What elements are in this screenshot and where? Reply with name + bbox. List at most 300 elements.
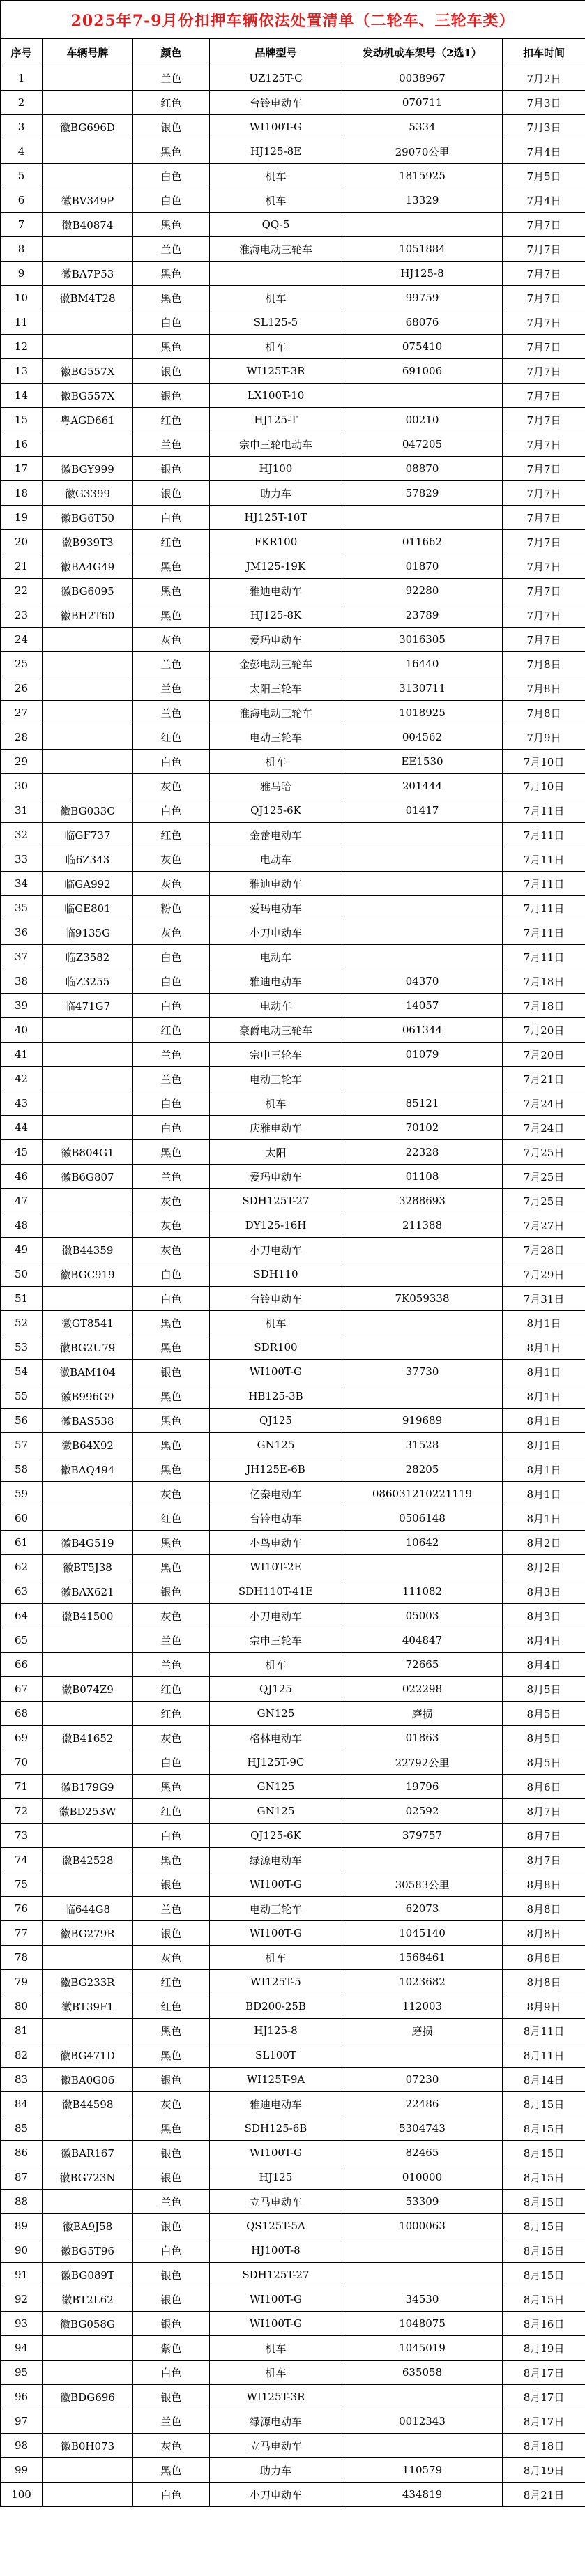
cell-seq: 90: [1, 2238, 43, 2263]
cell-date: 7月3日: [503, 91, 585, 115]
cell-seq: 80: [1, 1994, 43, 2019]
cell-plate: 徽BAR167: [43, 2141, 133, 2165]
cell-seq: 71: [1, 1775, 43, 1799]
cell-model: GN125: [210, 1775, 342, 1799]
cell-model: 格林电动车: [210, 1726, 342, 1750]
cell-engine: 010000: [342, 2165, 503, 2190]
table-row: [1, 1824, 585, 1848]
cell-date: 7月7日: [503, 603, 585, 628]
cell-engine: 70102: [342, 1116, 503, 1140]
cell-model: WI100T-G: [210, 1872, 342, 1897]
cell-color: 白色: [133, 310, 210, 335]
cell-plate: [43, 2019, 133, 2043]
cell-model: 亿秦电动车: [210, 1482, 342, 1506]
cell-engine: 201444: [342, 774, 503, 798]
cell-seq: 5: [1, 164, 43, 188]
cell-engine: [342, 920, 503, 945]
cell-engine: 34530: [342, 2287, 503, 2312]
cell-seq: 36: [1, 920, 43, 945]
cell-color: 白色: [133, 188, 210, 213]
cell-plate: 临Z3255: [43, 969, 133, 994]
cell-engine: 070711: [342, 91, 503, 115]
cell-seq: 41: [1, 1043, 43, 1067]
cell-engine: 19796: [342, 1775, 503, 1799]
cell-engine: [342, 896, 503, 920]
cell-date: 7月7日: [503, 237, 585, 262]
table-row: [1, 847, 585, 872]
cell-date: 7月11日: [503, 798, 585, 823]
cell-model: 庆雅电动车: [210, 1116, 342, 1140]
cell-color: 灰色: [133, 1238, 210, 1262]
cell-color: 红色: [133, 823, 210, 847]
cell-date: 8月1日: [503, 1482, 585, 1506]
cell-plate: 临GE801: [43, 896, 133, 920]
cell-seq: 45: [1, 1140, 43, 1165]
cell-model: SDH110T-41E: [210, 1579, 342, 1604]
cell-plate: 徽BA4G49: [43, 554, 133, 579]
cell-model: 雅迪电动车: [210, 579, 342, 603]
cell-plate: 徽B4G519: [43, 1531, 133, 1555]
cell-seq: 54: [1, 1360, 43, 1384]
cell-date: 7月25日: [503, 1165, 585, 1189]
cell-seq: 64: [1, 1604, 43, 1628]
cell-model: WI100T-G: [210, 2312, 342, 2336]
cell-seq: 96: [1, 2385, 43, 2409]
table-row: [1, 1067, 585, 1091]
cell-plate: [43, 335, 133, 359]
cell-date: 7月8日: [503, 701, 585, 725]
cell-color: 兰色: [133, 1897, 210, 1921]
table-row: [1, 164, 585, 188]
cell-plate: 徽BD253W: [43, 1799, 133, 1824]
cell-plate: [43, 652, 133, 676]
header-model: 品牌型号: [210, 39, 342, 66]
cell-model: 小刀电动车: [210, 920, 342, 945]
cell-plate: 徽B074Z9: [43, 1677, 133, 1702]
cell-date: 7月4日: [503, 139, 585, 164]
cell-date: 8月4日: [503, 1653, 585, 1677]
table-row: [1, 432, 585, 457]
cell-date: 7月7日: [503, 579, 585, 603]
cell-plate: 徽BG557X: [43, 359, 133, 384]
cell-engine: [342, 872, 503, 896]
cell-engine: 110579: [342, 2458, 503, 2483]
cell-date: 7月5日: [503, 164, 585, 188]
cell-plate: [43, 1018, 133, 1043]
table-row: [1, 603, 585, 628]
cell-model: 淮海电动三轮车: [210, 701, 342, 725]
cell-model: SDH125T-27: [210, 2263, 342, 2287]
cell-plate: [43, 2409, 133, 2434]
cell-seq: 65: [1, 1628, 43, 1653]
cell-date: 8月1日: [503, 1311, 585, 1335]
cell-plate: 徽BG233R: [43, 1970, 133, 1994]
cell-plate: [43, 1067, 133, 1091]
cell-seq: 94: [1, 2336, 43, 2361]
cell-model: WI100T-G: [210, 1360, 342, 1384]
cell-engine: [342, 1555, 503, 1579]
cell-model: WI100T-G: [210, 2287, 342, 2312]
cell-date: 8月15日: [503, 2165, 585, 2190]
cell-plate: [43, 1116, 133, 1140]
cell-seq: 85: [1, 2116, 43, 2141]
cell-date: 8月8日: [503, 1921, 585, 1946]
cell-engine: [342, 2434, 503, 2458]
cell-plate: 徽BV349P: [43, 188, 133, 213]
cell-plate: 徽BGC919: [43, 1262, 133, 1287]
cell-plate: 徽BG696D: [43, 115, 133, 139]
table-row: [1, 701, 585, 725]
cell-engine: 1023682: [342, 1970, 503, 1994]
cell-engine: 061344: [342, 1018, 503, 1043]
cell-color: 银色: [133, 115, 210, 139]
cell-color: 灰色: [133, 1213, 210, 1238]
cell-model: 金蕾电动车: [210, 823, 342, 847]
cell-model: 宗申三轮车: [210, 1043, 342, 1067]
cell-engine: 7K059338: [342, 1287, 503, 1311]
cell-model: 淮海电动三轮车: [210, 237, 342, 262]
cell-color: 黑色: [133, 2043, 210, 2068]
table-row: [1, 1775, 585, 1799]
table-row: [1, 1287, 585, 1311]
table-row: [1, 1409, 585, 1433]
cell-plate: [43, 1091, 133, 1116]
cell-seq: 55: [1, 1384, 43, 1409]
cell-seq: 31: [1, 798, 43, 823]
cell-plate: 徽BAS538: [43, 1409, 133, 1433]
table-row: [1, 213, 585, 237]
cell-model: JH125E-6B: [210, 1457, 342, 1482]
cell-model: 宗申三轮电动车: [210, 432, 342, 457]
cell-color: 黑色: [133, 335, 210, 359]
cell-model: LX100T-10: [210, 384, 342, 408]
table-row: [1, 188, 585, 213]
table-row: [1, 310, 585, 335]
cell-engine: 磨损: [342, 1702, 503, 1726]
cell-color: 黑色: [133, 1457, 210, 1482]
table-row: [1, 1384, 585, 1409]
cell-model: 机车: [210, 164, 342, 188]
table-row: [1, 1848, 585, 1872]
table-row: [1, 1335, 585, 1360]
cell-engine: 3016305: [342, 628, 503, 652]
cell-date: 7月7日: [503, 286, 585, 310]
cell-color: 银色: [133, 1872, 210, 1897]
header-row: [1, 39, 585, 66]
cell-engine: EE1530: [342, 750, 503, 774]
cell-color: 灰色: [133, 628, 210, 652]
cell-color: 灰色: [133, 774, 210, 798]
cell-color: 灰色: [133, 1946, 210, 1970]
cell-plate: 徽BG723N: [43, 2165, 133, 2190]
cell-model: 机车: [210, 1946, 342, 1970]
cell-plate: 徽BG089T: [43, 2263, 133, 2287]
cell-color: 黑色: [133, 1384, 210, 1409]
table-row: [1, 2263, 585, 2287]
cell-date: 8月8日: [503, 1872, 585, 1897]
cell-seq: 10: [1, 286, 43, 310]
cell-model: 雅迪电动车: [210, 872, 342, 896]
cell-color: 黑色: [133, 1311, 210, 1335]
cell-model: 助力车: [210, 481, 342, 506]
cell-color: 灰色: [133, 847, 210, 872]
cell-color: 兰色: [133, 237, 210, 262]
cell-date: 8月19日: [503, 2336, 585, 2361]
cell-plate: 徽B42528: [43, 1848, 133, 1872]
cell-model: 机车: [210, 286, 342, 310]
cell-seq: 46: [1, 1165, 43, 1189]
table-row: [1, 1140, 585, 1165]
cell-color: 银色: [133, 1579, 210, 1604]
cell-seq: 35: [1, 896, 43, 920]
cell-date: 7月8日: [503, 676, 585, 701]
cell-plate: 徽BG6T50: [43, 506, 133, 530]
cell-seq: 24: [1, 628, 43, 652]
table-row: [1, 1897, 585, 1921]
cell-date: 8月1日: [503, 1384, 585, 1409]
cell-model: QJ125-6K: [210, 1824, 342, 1848]
cell-date: 8月2日: [503, 1531, 585, 1555]
cell-color: 黑色: [133, 1775, 210, 1799]
cell-model: 机车: [210, 1653, 342, 1677]
cell-plate: 徽BGY999: [43, 457, 133, 481]
table-row: [1, 554, 585, 579]
cell-engine: 1000063: [342, 2214, 503, 2238]
cell-model: 宗申三轮车: [210, 1628, 342, 1653]
cell-date: 8月15日: [503, 2092, 585, 2116]
cell-plate: 徽B44598: [43, 2092, 133, 2116]
cell-date: 8月15日: [503, 2287, 585, 2312]
cell-seq: 47: [1, 1189, 43, 1213]
table-row: [1, 481, 585, 506]
cell-seq: 61: [1, 1531, 43, 1555]
cell-engine: [342, 1238, 503, 1262]
table-body: [1, 66, 585, 2507]
cell-color: 黑色: [133, 1555, 210, 1579]
cell-seq: 53: [1, 1335, 43, 1360]
cell-date: 8月1日: [503, 1457, 585, 1482]
cell-model: 电动车: [210, 945, 342, 969]
cell-color: 兰色: [133, 66, 210, 91]
cell-engine: 1018925: [342, 701, 503, 725]
cell-date: 8月3日: [503, 1604, 585, 1628]
table-row: [1, 1726, 585, 1750]
title-row: [1, 1, 585, 39]
cell-model: WI10T-2E: [210, 1555, 342, 1579]
cell-model: 豪爵电动三轮车: [210, 1018, 342, 1043]
table-row: [1, 579, 585, 603]
cell-engine: 5334: [342, 115, 503, 139]
cell-model: 雅马哈: [210, 774, 342, 798]
table-row: [1, 2336, 585, 2361]
cell-seq: 74: [1, 1848, 43, 1872]
cell-date: 7月11日: [503, 920, 585, 945]
table-row: [1, 408, 585, 432]
table-row: [1, 896, 585, 920]
cell-date: 8月15日: [503, 2141, 585, 2165]
cell-seq: 88: [1, 2190, 43, 2214]
cell-plate: [43, 1287, 133, 1311]
cell-model: QJ125: [210, 1409, 342, 1433]
cell-seq: 33: [1, 847, 43, 872]
cell-seq: 39: [1, 994, 43, 1018]
table-row: [1, 872, 585, 896]
cell-plate: 临471G7: [43, 994, 133, 1018]
cell-date: 8月19日: [503, 2458, 585, 2483]
cell-model: WI125T-9A: [210, 2068, 342, 2092]
cell-color: 白色: [133, 164, 210, 188]
cell-plate: [43, 237, 133, 262]
cell-engine: 1045140: [342, 1921, 503, 1946]
cell-engine: 22328: [342, 1140, 503, 1165]
cell-model: 机车: [210, 2336, 342, 2361]
cell-seq: 4: [1, 139, 43, 164]
cell-date: 8月6日: [503, 1775, 585, 1799]
cell-engine: [342, 945, 503, 969]
cell-engine: 99759: [342, 286, 503, 310]
cell-engine: 0038967: [342, 66, 503, 91]
table-row: [1, 2361, 585, 2385]
cell-seq: 58: [1, 1457, 43, 1482]
cell-plate: 徽B64X92: [43, 1433, 133, 1457]
table-row: [1, 1702, 585, 1726]
cell-model: 机车: [210, 1311, 342, 1335]
cell-date: 8月7日: [503, 1824, 585, 1848]
cell-plate: 粤AGD661: [43, 408, 133, 432]
cell-engine: 00210: [342, 408, 503, 432]
cell-plate: [43, 432, 133, 457]
table-row: [1, 335, 585, 359]
cell-seq: 66: [1, 1653, 43, 1677]
table-row: [1, 2092, 585, 2116]
table-row: [1, 676, 585, 701]
cell-engine: 01079: [342, 1043, 503, 1067]
cell-seq: 15: [1, 408, 43, 432]
cell-date: 7月7日: [503, 408, 585, 432]
cell-color: 红色: [133, 1506, 210, 1531]
cell-color: 红色: [133, 1677, 210, 1702]
cell-plate: 临Z3582: [43, 945, 133, 969]
cell-seq: 67: [1, 1677, 43, 1702]
cell-engine: 30583公里: [342, 1872, 503, 1897]
cell-seq: 30: [1, 774, 43, 798]
cell-color: 银色: [133, 2165, 210, 2190]
cell-date: 8月1日: [503, 1360, 585, 1384]
cell-engine: 01863: [342, 1726, 503, 1750]
cell-color: 银色: [133, 2385, 210, 2409]
cell-plate: [43, 1750, 133, 1775]
table-row: [1, 1091, 585, 1116]
cell-model: HJ100: [210, 457, 342, 481]
table-row: [1, 1506, 585, 1531]
cell-date: 8月5日: [503, 1702, 585, 1726]
cell-color: 白色: [133, 750, 210, 774]
cell-engine: 404847: [342, 1628, 503, 1653]
cell-engine: 1045019: [342, 2336, 503, 2361]
cell-plate: 徽GT8541: [43, 1311, 133, 1335]
table-row: [1, 2409, 585, 2434]
table-row: [1, 1555, 585, 1579]
cell-plate: 徽BG557X: [43, 384, 133, 408]
cell-color: 白色: [133, 506, 210, 530]
cell-engine: 211388: [342, 1213, 503, 1238]
cell-engine: 3130711: [342, 676, 503, 701]
table-row: [1, 2385, 585, 2409]
cell-engine: 53309: [342, 2190, 503, 2214]
cell-plate: [43, 1702, 133, 1726]
cell-engine: 635058: [342, 2361, 503, 2385]
cell-seq: 48: [1, 1213, 43, 1238]
cell-date: 7月21日: [503, 1067, 585, 1091]
cell-seq: 29: [1, 750, 43, 774]
cell-date: 8月8日: [503, 1970, 585, 1994]
table-row: [1, 262, 585, 286]
cell-date: 7月3日: [503, 115, 585, 139]
cell-engine: 31528: [342, 1433, 503, 1457]
cell-color: 灰色: [133, 1604, 210, 1628]
cell-seq: 87: [1, 2165, 43, 2190]
table-row: [1, 66, 585, 91]
cell-engine: 68076: [342, 310, 503, 335]
cell-seq: 62: [1, 1555, 43, 1579]
cell-engine: [342, 213, 503, 237]
cell-date: 7月9日: [503, 725, 585, 750]
table-row: [1, 2434, 585, 2458]
cell-engine: [342, 384, 503, 408]
cell-engine: 0012343: [342, 2409, 503, 2434]
cell-plate: 徽BT39F1: [43, 1994, 133, 2019]
cell-date: 8月5日: [503, 1726, 585, 1750]
cell-plate: 徽BT2L62: [43, 2287, 133, 2312]
cell-engine: 04370: [342, 969, 503, 994]
table-row: [1, 2116, 585, 2141]
cell-date: 8月16日: [503, 2312, 585, 2336]
cell-color: 灰色: [133, 920, 210, 945]
cell-date: 7月4日: [503, 188, 585, 213]
cell-date: 8月11日: [503, 2019, 585, 2043]
cell-color: 黑色: [133, 2116, 210, 2141]
cell-engine: 01108: [342, 1165, 503, 1189]
cell-date: 7月20日: [503, 1018, 585, 1043]
cell-model: 太阳: [210, 1140, 342, 1165]
cell-date: 7月7日: [503, 262, 585, 286]
table-row: [1, 969, 585, 994]
cell-engine: 379757: [342, 1824, 503, 1848]
table-row: [1, 920, 585, 945]
cell-engine: 01417: [342, 798, 503, 823]
table-row: [1, 994, 585, 1018]
cell-seq: 9: [1, 262, 43, 286]
cell-model: 电动三轮车: [210, 725, 342, 750]
cell-engine: HJ125-8: [342, 262, 503, 286]
cell-engine: 1815925: [342, 164, 503, 188]
cell-plate: 徽B6G807: [43, 1165, 133, 1189]
cell-engine: [342, 1262, 503, 1287]
cell-date: 7月18日: [503, 994, 585, 1018]
cell-seq: 6: [1, 188, 43, 213]
cell-color: 黑色: [133, 554, 210, 579]
cell-plate: [43, 676, 133, 701]
cell-seq: 60: [1, 1506, 43, 1531]
cell-color: 红色: [133, 1018, 210, 1043]
cell-date: 7月11日: [503, 872, 585, 896]
cell-seq: 84: [1, 2092, 43, 2116]
cell-color: 红色: [133, 725, 210, 750]
cell-plate: 徽BG471D: [43, 2043, 133, 2068]
cell-date: 7月24日: [503, 1091, 585, 1116]
cell-color: 白色: [133, 1750, 210, 1775]
table-row: [1, 1946, 585, 1970]
